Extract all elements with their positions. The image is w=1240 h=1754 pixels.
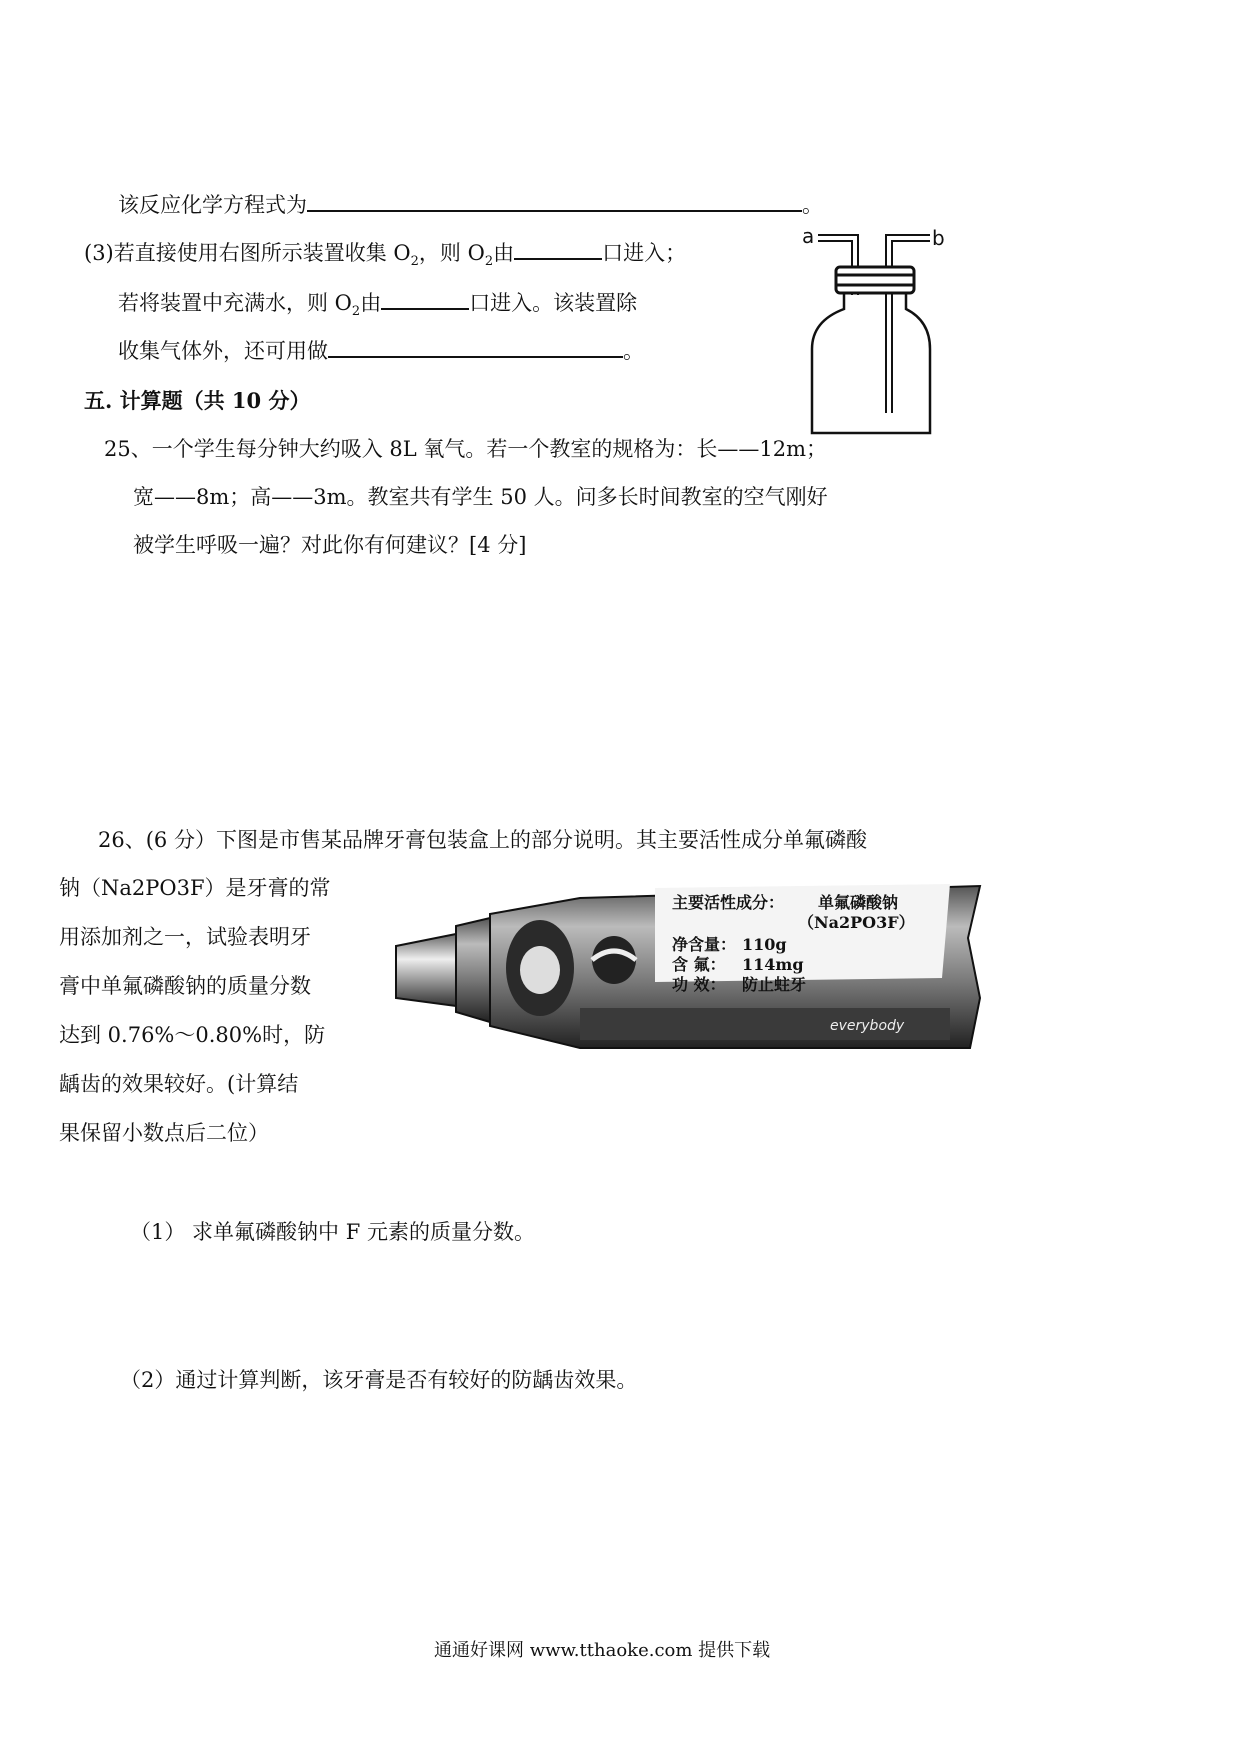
- equation-blank[interactable]: [307, 192, 802, 212]
- usage-blank[interactable]: [328, 338, 623, 358]
- effect-value: 防止蛀牙: [742, 975, 807, 994]
- equation-prompt: 该反应化学方程式为: [118, 193, 307, 217]
- part3-text-d: 口进入；: [602, 241, 687, 265]
- label-a: a: [802, 225, 815, 248]
- q24-part3-line2: [118, 290, 637, 320]
- q25-line1: 25、一个学生每分钟大约吸入 8L 氧气。若一个教室的规格为：长——12m；: [104, 437, 828, 461]
- q26-line1: 26、(6 分）下图是市售某品牌牙膏包装盒上的部分说明。其主要活性成分单氟磷酸: [98, 828, 867, 852]
- gas-collection-bottle-diagram: [790, 225, 950, 440]
- label-b: b: [932, 226, 945, 250]
- q26-left-line-3: 膏中单氟磷酸钠的质量分数: [59, 974, 311, 998]
- fluorine-value: 114mg: [742, 955, 804, 974]
- part3-text-b: ，则 O: [418, 241, 485, 265]
- net-content-label: 净含量：: [672, 935, 737, 954]
- subscript-2b: 2: [484, 254, 494, 270]
- part3-line2-c: 口进入。该装置除: [469, 291, 638, 315]
- section-5-title: 五. 计算题（共 10 分）: [84, 388, 311, 413]
- q26-left-line-1: 钠（Na2PO3F）是牙膏的常: [59, 876, 331, 900]
- q24-part3-line1: [84, 240, 686, 270]
- brand-text: everybody: [830, 1018, 905, 1034]
- part3-text-c: 由: [493, 241, 515, 265]
- part3-line3-a: 收集气体外，还可用做: [118, 339, 328, 363]
- equation-end: 。: [802, 193, 823, 217]
- q26-left-line-6: 果保留小数点后二位）: [59, 1121, 269, 1145]
- q26-subquestion-2: （2）通过计算判断，该牙膏是否有较好的防龋齿效果。: [120, 1368, 638, 1392]
- part3-line2-b: 由: [360, 291, 382, 315]
- q26-left-line-2: 用添加剂之一，试验表明牙: [59, 925, 311, 949]
- inlet-blank-2[interactable]: [381, 290, 469, 310]
- q24-part3-line3: [118, 338, 644, 364]
- active-ingredient-title: 主要活性成分：: [672, 893, 785, 912]
- q25-line3: 被学生呼吸一遍？对此你有何建议？[4 分]: [133, 533, 527, 557]
- equation-line: [118, 192, 823, 218]
- part3-line3-b: 。: [623, 339, 644, 363]
- inlet-blank-1[interactable]: [514, 240, 602, 260]
- toothpaste-tube-image: [390, 878, 990, 1058]
- part3-text-a: (3)若直接使用右图所示装置收集 O: [84, 241, 411, 265]
- active-ingredient-value: 单氟磷酸钠: [818, 893, 899, 912]
- fluorine-label: 含 氟：: [672, 955, 726, 974]
- formula-text: （Na2PO3F）: [798, 913, 915, 932]
- effect-label: 功 效：: [672, 975, 726, 994]
- net-content-value: 110g: [742, 935, 787, 954]
- subscript-2: 2: [410, 254, 419, 270]
- q25-line2: 宽——8m；高——3m。教室共有学生 50 人。问多长时间教室的空气刚好: [133, 485, 828, 509]
- q26-subquestion-1: （1） 求单氟磷酸钠中 F 元素的质量分数。: [130, 1220, 535, 1244]
- q26-left-line-4: 达到 0.76%～0.80%时，防: [59, 1023, 326, 1047]
- page-footer: 通通好课网 www.tthaoke.com 提供下载: [434, 1640, 771, 1661]
- subscript-2c: 2: [351, 304, 361, 320]
- q26-left-line-5: 龋齿的效果较好。(计算结: [59, 1072, 299, 1096]
- part3-line2-a: 若将装置中充满水，则 O: [118, 291, 352, 315]
